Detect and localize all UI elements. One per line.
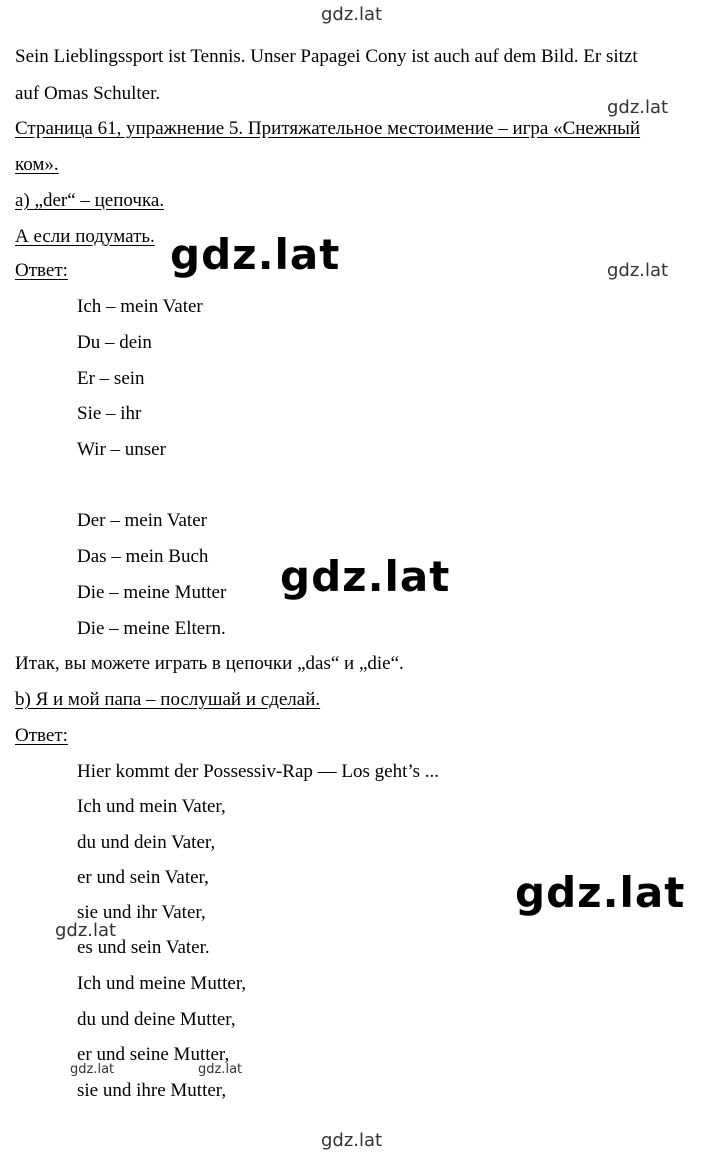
- intro-line-2: auf Omas Schulter.: [15, 83, 161, 104]
- exercise-title-line-2: ком».: [15, 154, 59, 175]
- part-a-answer-label: Ответ:: [15, 260, 68, 281]
- watermark-large: gdz.lat: [170, 230, 341, 279]
- answer-line: Sie – ihr: [77, 403, 142, 424]
- watermark-large: gdz.lat: [515, 868, 686, 917]
- answer-line: Wir – unser: [77, 439, 166, 460]
- watermark-small: gdz.lat: [607, 97, 669, 118]
- part-a-heading: a) „der“ – цепочка.: [15, 190, 165, 211]
- watermark-small: gdz.lat: [607, 260, 669, 281]
- watermark-large: gdz.lat: [280, 552, 451, 601]
- rap-line: Ich und meine Mutter,: [77, 973, 247, 994]
- rap-line: Ich und mein Vater,: [77, 796, 226, 817]
- exercise-title-line-1: Страница 61, упражнение 5. Притяжательное местоимение – игра «Снежный: [15, 118, 641, 139]
- part-a-conclusion: Итак, вы можете играть в цепочки „das“ и „die“.: [15, 653, 404, 674]
- rap-line: du und dein Vater,: [77, 832, 216, 853]
- rap-line: er und sein Vater,: [77, 867, 209, 888]
- answer-line: Das – mein Buch: [77, 546, 209, 567]
- intro-line-1: Sein Lieblingssport ist Tennis. Unser Papagei Cony ist auch auf dem Bild. Er sitzt: [15, 46, 638, 67]
- watermark-small: gdz.lat: [55, 920, 117, 941]
- rap-line: sie und ihre Mutter,: [77, 1080, 227, 1101]
- answer-line: Die – meine Eltern.: [77, 618, 226, 639]
- watermark-top: gdz.lat: [321, 4, 383, 25]
- answer-line: Du – dein: [77, 332, 152, 353]
- watermark-bottom: gdz.lat: [321, 1130, 383, 1151]
- rap-line: du und deine Mutter,: [77, 1009, 236, 1030]
- rap-line: sie und ihr Vater,: [77, 902, 206, 923]
- watermark-tiny: gdz.lat: [198, 1062, 243, 1077]
- rap-line: es und sein Vater.: [77, 937, 210, 958]
- part-a-subheading: А если подумать.: [15, 226, 155, 247]
- part-b-heading: b) Я и мой папа – послушай и сделай.: [15, 689, 321, 710]
- answer-line: Er – sein: [77, 368, 145, 389]
- answer-line: Der – mein Vater: [77, 510, 207, 531]
- answer-line: Ich – mein Vater: [77, 296, 203, 317]
- part-b-answer-label: Ответ:: [15, 725, 68, 746]
- answer-line: Die – meine Mutter: [77, 582, 227, 603]
- watermark-tiny: gdz.lat: [70, 1062, 115, 1077]
- rap-line: Hier kommt der Possessiv-Rap — Los geht’s ...: [77, 761, 440, 782]
- rap-line: er und seine Mutter,: [77, 1044, 230, 1065]
